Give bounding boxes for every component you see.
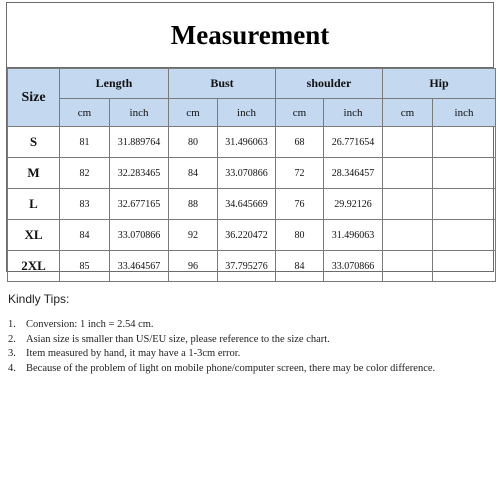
chart-title: Measurement: [170, 19, 330, 50]
tip-number: 2.: [8, 333, 16, 345]
unit-header: cm: [276, 99, 324, 127]
size-cell: S: [8, 127, 60, 158]
table-row: [8, 189, 496, 220]
table-cell: [433, 251, 496, 282]
table-cell: 88: [169, 189, 218, 220]
table-cell: [383, 127, 433, 158]
tip-number: 3.: [8, 348, 16, 359]
size-cell: M: [8, 158, 60, 189]
kindly-tips: [8, 292, 488, 376]
table-cell: [433, 158, 496, 189]
size-cell: L: [8, 189, 60, 220]
tip-text: Asian size is smaller than US/EU size, please reference to the size chart.: [26, 333, 330, 345]
table-cell: 36.220472: [218, 220, 276, 251]
table-row: [8, 251, 496, 282]
list-item: [8, 347, 488, 362]
table-row: [8, 158, 496, 189]
table-cell: 92: [169, 220, 218, 251]
table-cell: 68: [276, 127, 324, 158]
unit-header: cm: [383, 99, 433, 127]
unit-header: inch: [433, 99, 496, 127]
table-cell: [433, 127, 496, 158]
table-row: [8, 220, 496, 251]
table-cell: 82: [60, 158, 110, 189]
bust-header: Bust: [169, 69, 276, 99]
tip-text: Conversion: 1 inch = 2.54 cm.: [26, 319, 154, 330]
table-cell: 96: [169, 251, 218, 282]
length-header: Length: [60, 69, 169, 99]
table-cell: 84: [276, 251, 324, 282]
table-cell: 31.889764: [110, 127, 169, 158]
table-cell: 84: [169, 158, 218, 189]
table-cell: [383, 189, 433, 220]
tip-text: Item measured by hand, it may have a 1-3cm error.: [26, 348, 241, 359]
table-cell: 83: [60, 189, 110, 220]
tip-number: 1.: [8, 319, 16, 330]
table-cell: 80: [169, 127, 218, 158]
table-cell: 37.795276: [218, 251, 276, 282]
size-header: Size: [8, 69, 60, 127]
unit-header: cm: [169, 99, 218, 127]
table-cell: [383, 251, 433, 282]
table-cell: 26.771654: [324, 127, 383, 158]
tips-title: Kindly Tips:: [8, 292, 70, 306]
table-cell: 34.645669: [218, 189, 276, 220]
table-row: [8, 127, 496, 158]
table-cell: 80: [276, 220, 324, 251]
table-cell: 28.346457: [324, 158, 383, 189]
size-cell: XL: [8, 220, 60, 251]
list-item: [8, 333, 488, 348]
shoulder-header: shoulder: [276, 69, 383, 99]
size-cell: 2XL: [8, 251, 60, 282]
tip-number: 4.: [8, 362, 16, 374]
table-cell: [383, 158, 433, 189]
table-cell: 29.92126: [324, 189, 383, 220]
table-cell: 31.496063: [324, 220, 383, 251]
size-table: [7, 68, 496, 282]
table-cell: 72: [276, 158, 324, 189]
table-cell: 85: [60, 251, 110, 282]
table-cell: 32.283465: [110, 158, 169, 189]
measurement-chart: [6, 2, 494, 272]
title-box: [7, 3, 493, 68]
tips-list: [8, 318, 488, 376]
tip-text: Because of the problem of light on mobile phone/computer screen, there may be color difference.: [26, 362, 436, 374]
table-cell: [433, 220, 496, 251]
table-cell: [433, 189, 496, 220]
unit-header: cm: [60, 99, 110, 127]
list-item: [8, 318, 488, 333]
hip-header: Hip: [383, 69, 496, 99]
list-item: [8, 362, 488, 377]
table-cell: 76: [276, 189, 324, 220]
table-cell: 32.677165: [110, 189, 169, 220]
table-cell: 84: [60, 220, 110, 251]
table-cell: 33.070866: [110, 220, 169, 251]
table-cell: 31.496063: [218, 127, 276, 158]
unit-header: inch: [218, 99, 276, 127]
table-cell: 33.070866: [324, 251, 383, 282]
table-cell: 33.464567: [110, 251, 169, 282]
table-cell: 33.070866: [218, 158, 276, 189]
table-cell: [383, 220, 433, 251]
table-cell: 81: [60, 127, 110, 158]
unit-header: inch: [324, 99, 383, 127]
unit-header: inch: [110, 99, 169, 127]
